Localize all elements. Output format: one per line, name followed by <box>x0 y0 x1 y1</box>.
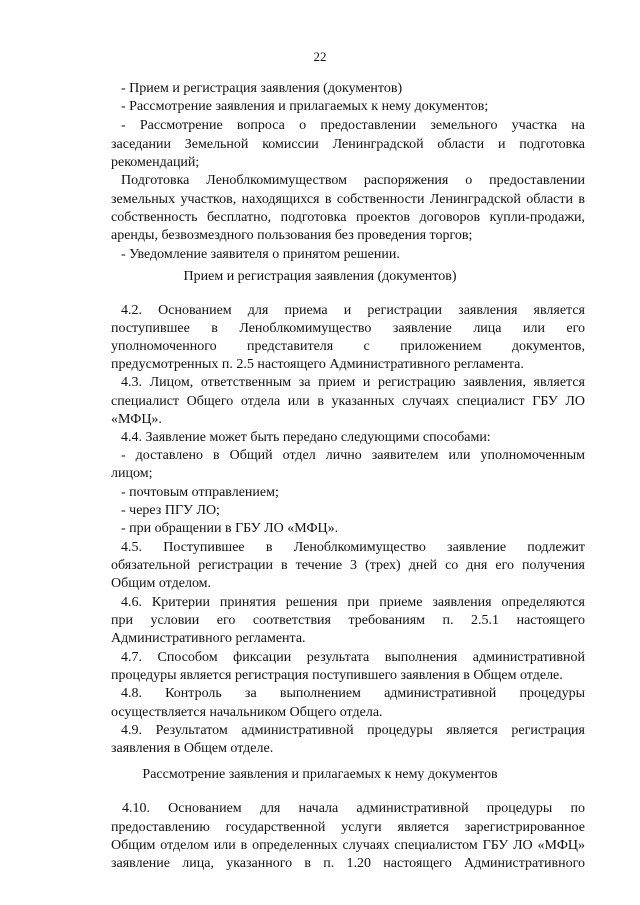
section-heading: Рассмотрение заявления и прилагаемых к нему документов <box>142 767 498 782</box>
text-line: Общим отделом или в определенных случаях специалистом ГБУ ЛО «МФЦ» <box>111 838 585 853</box>
text-line: - при обращении в ГБУ ЛО «МФЦ». <box>121 521 339 536</box>
text-line: рекомендаций; <box>111 155 200 170</box>
text-line: 4.2. Основанием для приема и регистрации заявления является <box>121 303 585 318</box>
text-line: - Рассмотрение вопроса о предоставлении земельного участка на <box>121 118 585 133</box>
text-line: заседании Земельной комиссии Ленинградской области и подготовка <box>111 137 585 152</box>
text-line: земельных участков, находящихся в собственности Ленинградской области в <box>111 192 585 207</box>
text-line: - Рассмотрение заявления и прилагаемых к нему документов; <box>121 99 489 114</box>
text-line: предоставлению государственной услуги является зарегистрированное <box>111 820 585 835</box>
text-line: - через ПГУ ЛО; <box>121 503 220 518</box>
text-line: 4.5. Поступившее в Леноблкомимущество заявление подлежит <box>121 540 585 555</box>
page-number: 22 <box>313 49 327 64</box>
text-line: собственность бесплатно, подготовка проектов договоров купли-продажи, <box>111 210 585 225</box>
text-line: Общим отделом. <box>111 576 212 591</box>
text-line: 4.6. Критерии принятия решения при приеме заявления определяются <box>121 595 585 610</box>
text-line: - доставлено в Общий отдел лично заявителем или уполномоченным <box>121 448 585 463</box>
text-line: поступившее в Леноблкомимущество заявление лица или его <box>111 321 585 336</box>
text-line: - почтовым отправлением; <box>121 485 279 500</box>
text-line: Административного регламента. <box>111 631 306 646</box>
text-line: обязательной регистрации в течение 3 (трех) дней со дня его получения <box>111 558 585 573</box>
text-line: «МФЦ». <box>111 412 162 427</box>
text-line: предусмотренных п. 2.5 настоящего Административного регламента. <box>111 357 524 372</box>
text-line: 4.4. Заявление может быть передано следующими способами: <box>121 430 491 445</box>
text-line: 4.9. Результатом административной процедуры является регистрация <box>121 723 585 738</box>
text-line: 4.7. Способом фиксации результата выполнения административной <box>121 650 585 665</box>
text-line: заявления в Общем отделе. <box>111 741 274 756</box>
text-line: аренды, безвозмездного пользования без проведения торгов; <box>111 228 473 243</box>
text-line: уполномоченного представителя с приложением документов, <box>111 339 585 354</box>
text-line: - Уведомление заявителя о принятом решении. <box>121 247 400 262</box>
section-heading: Прием и регистрация заявления (документов) <box>183 269 457 284</box>
text-line: - Прием и регистрация заявления (документов) <box>121 81 403 96</box>
text-line: при условии его соответствия требованиям п. 2.5.1 настоящего <box>111 613 585 628</box>
text-line: специалист Общего отдела или в указанных случаях специалист ГБУ ЛО <box>111 394 585 409</box>
text-line: процедуры является регистрация поступившего заявления в Общем отделе. <box>111 668 563 683</box>
text-line: заявление лица, указанного в п. 1.20 настоящего Административного <box>111 856 585 871</box>
text-line: лицом; <box>111 466 153 481</box>
text-line: осуществляется начальником Общего отдела. <box>111 705 383 720</box>
text-line: 4.3. Лицом, ответственным за прием и регистрацию заявления, является <box>121 375 585 390</box>
text-line: 4.10. Основанием для начала административной процедуры по <box>122 801 585 816</box>
text-line: Подготовка Леноблкомимуществом распоряжения о предоставлении <box>121 173 585 188</box>
text-line: 4.8. Контроль за выполнением административной процедуры <box>121 686 585 701</box>
